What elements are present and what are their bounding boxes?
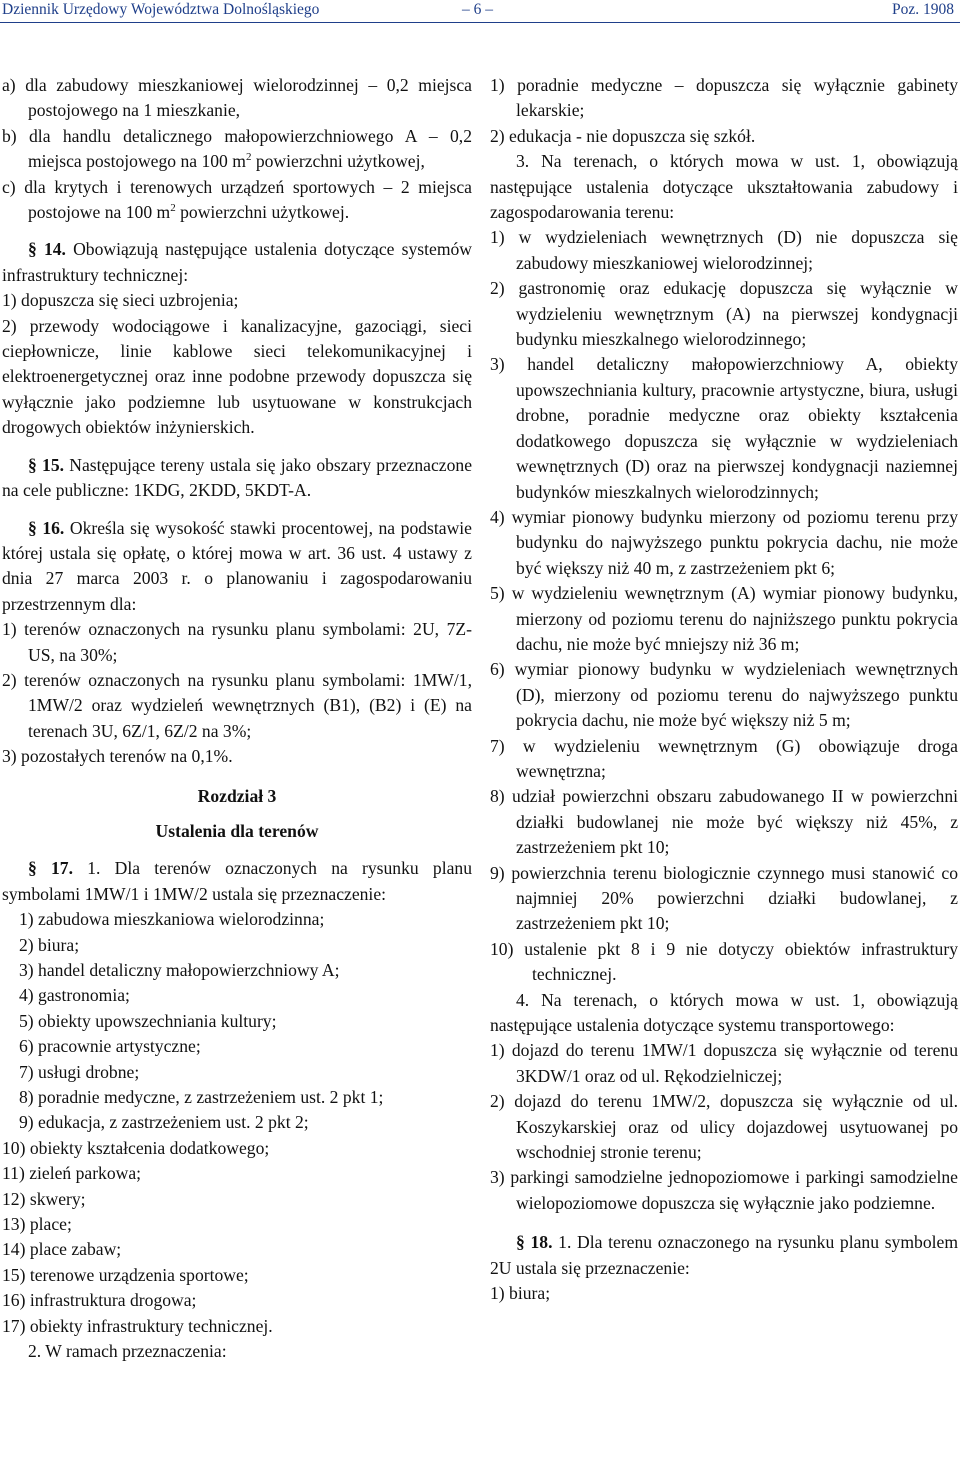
list-item: 14) place zabaw;: [2, 1239, 122, 1260]
list-item: 9) edukacja, z zastrzeżeniem ust. 2 pkt 2;: [19, 1112, 309, 1133]
chapter-heading: Rozdział 3: [197, 785, 277, 806]
list-item: 16) infrastruktura drogowa;: [2, 1290, 197, 1311]
list-item: 1) dojazd do terenu 1MW/1 dopuszcza się wyłącznie od terenu 3KDW/1 oraz od ul. Rękodzielniczej;: [490, 1040, 958, 1086]
use-list: [2, 907, 472, 1136]
page-number: – 6 –: [462, 1, 493, 18]
list-item: 2) dojazd do terenu 1MW/2, dopuszcza się wyłącznie od ul. Koszykarskiej oraz od ulicy dojazdowej usytuowanej po wschodniej stronie terenu;: [490, 1091, 958, 1163]
list-item: 7) w wydzieleniu wewnętrznym (G) obowiązuje droga wewnętrzna;: [490, 735, 958, 781]
list-item: 2) gastronomię oraz edukację dopuszcza się wyłącznie w wydzieleniu wewnętrznym (A) na pierwszej kondygnacji budynku mieszkalnego wielorodzinnego;: [490, 278, 958, 350]
list-item: 10) obiekty kształcenia dodatkowego;: [2, 1137, 270, 1158]
list-item: 3) handel detaliczny małopowierzchniowy A;: [19, 960, 340, 980]
list-item: 8) poradnie medyczne, z zastrzeżeniem ust. 2 pkt 1;: [19, 1087, 384, 1108]
list-item: 7) usługi drobne;: [19, 1061, 140, 1082]
list-item: 6) pracownie artystyczne;: [19, 1036, 201, 1057]
list-item: 10) ustalenie pkt 8 i 9 nie dotyczy obiektów infrastruktury technicznej.: [490, 938, 958, 985]
list-item-b: b) dla handlu detalicznego małopowierzchniowego A – 0,2 miejsca postojowego na 100 $m^2$ powierzchni użytkowej,: [2, 125, 472, 172]
paragraph-17-3: 3. Na terenach, o których mowa w ust. 1, obowiązują następujące ustalenia dotyczące ukształtowania zabudowy i zagospodarowania terenu:: [490, 151, 958, 223]
list-item: 3) pozostałych terenów na 0,1%.: [2, 746, 233, 767]
list-item: 3) parkingi samodzielne jednopoziomowe i parkingi samodzielne wielopoziomowe dopuszcza się wyłącznie jako podziemne.: [490, 1167, 958, 1213]
page-header: [0, 0, 960, 23]
list-item-a: a) dla zabudowy mieszkaniowej wielorodzinnej – 0,2 miejsca postojowego na 1 mieszkanie,: [2, 75, 472, 121]
paragraph-17-4: 4. Na terenach, o których mowa w ust. 1, obowiązują następujące ustalenia dotyczące systemu transportowego:: [490, 989, 958, 1036]
list-item: 17) obiekty infrastruktury technicznej.: [2, 1315, 273, 1336]
list-item: 11) zieleń parkowa;: [2, 1163, 142, 1184]
list-item: 13) place;: [2, 1214, 72, 1235]
left-column: [2, 73, 472, 1365]
list-item: 3) handel detaliczny małopowierzchniowy A, obiekty upowszechniania kultury, pracownie artystyczne, biura, usługi drobne, poradnie medyczne oraz obiekty kształcenia dodatkowego dopuszcza się wyłącznie w wydzieleniach wewnętrznych (D) oraz na pierwszej kondygnacji naziemnej budynków mieszkalnych wielorodzinnych;: [490, 354, 958, 502]
list-item: 8) udział powierzchni obszaru zabudowanego II w powierzchni działki budowlanej nie może być większy niż 45%, z zastrzeżeniem pkt 10;: [490, 786, 958, 858]
paragraph-14: § 14. Obowiązują następujące ustalenia dotyczące systemów infrastruktury technicznej:: [2, 239, 473, 285]
paragraph-17-2: 2. W ramach przeznaczenia:: [28, 1341, 227, 1362]
list-item-c: c) dla krytych i terenowych urządzeń sportowych – 2 miejsca postojowe na 100 $m^2$ powierzchni użytkowej.: [2, 176, 472, 223]
list-item: 5) w wydzieleniu wewnętrznym (A) wymiar pionowy budynku, mierzony od poziomu terenu do najniższego punktu pokrycia dachu, nie może być mniejszy niż 36 m;: [490, 583, 958, 654]
list-item: 2) edukacja - nie dopuszcza się szkół.: [490, 125, 756, 146]
list-item: 1) biura;: [490, 1283, 551, 1304]
chapter-title: Ustalenia dla terenów: [155, 820, 319, 841]
list-item: 9) powierzchnia terenu biologicznie czynnego musi stanowić co najmniej 20% powierzchni działki budowlanej, z zastrzeżeniem pkt 10;: [490, 862, 958, 934]
paragraph-16: § 16. Określa się wysokość stawki procentowej, na podstawie której ustala się opłatę, o której mowa w art. 36 ust. 4 ustawy z dnia 27 marca 2003 r. o planowaniu i zagospodarowaniu przestrzennym dla:: [2, 517, 472, 614]
list-item: 1) poradnie medyczne – dopuszcza się wyłącznie gabinety lekarskie;: [490, 75, 958, 121]
paragraph-17: § 17. 1. Dla terenów oznaczonych na rysunku planu symbolami 1MW/1 i 1MW/2 ustala się przeznaczenie:: [2, 858, 473, 904]
list-item: 2) biura;: [19, 934, 80, 955]
list-item: 4) gastronomia;: [19, 985, 130, 1006]
list-item: 1) w wydzieleniach wewnętrznych (D) nie dopuszcza się zabudowy mieszkaniowej wielorodzinnej;: [490, 227, 958, 273]
journal-title: Dziennik Urzędowy Województwa Dolnośląskiego: [2, 1, 320, 18]
list-item: 15) terenowe urządzenia sportowe;: [2, 1264, 249, 1285]
list-item: 1) dopuszcza się sieci uzbrojenia;: [2, 290, 239, 311]
list-item: 5) obiekty upowszechniania kultury;: [19, 1010, 277, 1031]
list-item: 2) przewody wodociągowe i kanalizacyjne, gazociągi, sieci ciepłownicze, linie kablowe sieci telekomunikacyjnej i elektroenergetycznej oraz inne podobne przewody dopuszcza się wyłącznie jako podziemne lub usytuowane w konstrukcjach drogowych obiektów inżynierskich.: [2, 315, 472, 438]
list-item: 1) terenów oznaczonych na rysunku planu symbolami: 2U, 7Z-US, na 30%;: [2, 619, 472, 665]
list-item: 12) skwery;: [2, 1188, 86, 1209]
paragraph-15: § 15. Następujące tereny ustala się jako obszary przeznaczone na cele publiczne: 1KDG, 2KDD, 5KDT-A.: [2, 454, 473, 501]
list-item: 6) wymiar pionowy budynku w wydzieleniach wewnętrznych (D), mierzony od poziomu terenu do najwyższego punktu pokrycia dachu, nie może być większy niż 5 m;: [490, 659, 958, 731]
position-number: Poz. 1908: [892, 1, 954, 18]
right-column: [490, 73, 958, 1307]
list-item: 2) terenów oznaczonych na rysunku planu symbolami: 1MW/1, 1MW/2 oraz wydzieleń wewnętrznych (B1), (B2) i (E) na terenach 3U, 6Z/1, 6Z/2 na 3%;: [2, 669, 472, 741]
list-item: 4) wymiar pionowy budynku mierzony od poziomu terenu przy budynku do najwyższego punktu pokrycia dachu, nie może być większy niż 40 m, z zastrzeżeniem pkt 6;: [490, 506, 958, 578]
paragraph-18: § 18. 1. Dla terenu oznaczonego na rysunku planu symbolem 2U ustala się przeznaczenie:: [490, 1232, 959, 1278]
list-item: 1) zabudowa mieszkaniowa wielorodzinna;: [19, 909, 325, 930]
